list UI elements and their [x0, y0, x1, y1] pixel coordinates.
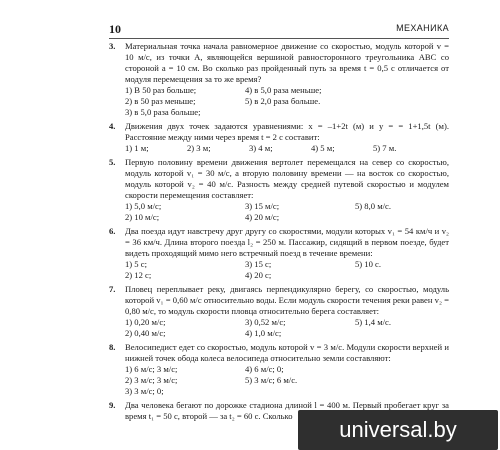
answer-option: 5) 8,0 м/с. [355, 201, 391, 211]
problem-item [109, 342, 449, 397]
answer-option: 4) 5 м; [311, 143, 335, 153]
problem-number: 6. [109, 226, 116, 236]
answer-option: 5) 1,4 м/с. [355, 317, 391, 327]
problem-item [109, 284, 449, 339]
answer-option: 4) 20 с; [245, 270, 272, 280]
answer-option: 2) 3 м/с; 3 м/с; [125, 375, 178, 385]
answer-option: 1) 5 с; [125, 259, 147, 269]
problem-text: Велосипедист едет со скоростью, модуль которой v = 3 м/с. Модули скорости верхней и нижней точек обода колеса велосипеда относительно земли составляют: [125, 342, 449, 363]
option-row [125, 386, 449, 397]
answer-option: 1) 6 м/с; 3 м/с; [125, 364, 178, 374]
answer-options [125, 143, 449, 154]
answer-options [125, 85, 449, 118]
answer-option: 5) 7 м. [373, 143, 397, 153]
problem-text: Два человека бегают по дорожке стадиона длиной l = 400 м. Первый пробегает круг за время t₁ = 50 с, второй — за t₂ = 60 с. Сколько [125, 400, 449, 421]
problem-list [109, 41, 449, 425]
answer-option: 5) в 2,0 раза больше. [245, 96, 321, 106]
option-row [125, 96, 449, 107]
page-number: 10 [109, 22, 121, 36]
problem-number: 4. [109, 121, 116, 131]
problem-text: Первую половину времени движения вертолет перемещался на север со скоростью, модуль которой v₁ = 30 м/с, а вторую половину времени — на восток со скоростью, модуль которой v₂ = 40 м/с. Разность между средней путевой скоростью и модулем скорости перемещения составляет: [125, 157, 449, 200]
answer-option: 3) 4 м; [249, 143, 273, 153]
problem-number: 3. [109, 41, 116, 51]
option-row [125, 364, 449, 375]
option-row [125, 259, 449, 270]
option-row [125, 85, 449, 96]
option-row [125, 212, 449, 223]
answer-option: 2) в 50 раз меньше; [125, 96, 196, 106]
answer-option: 2) 10 м/с; [125, 212, 160, 222]
answer-option: 3) 15 м/с; [245, 201, 280, 211]
answer-option: 1) 0,20 м/с; [125, 317, 166, 327]
answer-options [125, 317, 449, 339]
problem-text: Движения двух точек задаются уравнениями: x = –1+2t (м) и y = = 1+1,5t (м). Расстояние между ними через время t = 2 с составит: [125, 121, 449, 142]
answer-option: 1) В 50 раз больше; [125, 85, 197, 95]
answer-option: 4) в 5,0 раза меньше; [245, 85, 322, 95]
problem-text: Пловец переплывает реку, двигаясь перпендикулярно берегу, со скоростью, модуль которой v₁ = 0,60 м/с относительно воды. Если модуль скорости течения реки равен v₂ = 0,80 м/с, то модуль скорости пловца относительно берега составляет: [125, 284, 449, 316]
answer-option: 5) 10 с. [355, 259, 382, 269]
answer-option: 4) 20 м/с; [245, 212, 280, 222]
problem-item [109, 121, 449, 154]
option-row [125, 201, 449, 212]
site-watermark: universal.by [298, 410, 498, 450]
answer-options [125, 259, 449, 281]
problem-number: 9. [109, 400, 116, 410]
answer-option: 3) 3 м/с; 0; [125, 386, 164, 396]
answer-option: 5) 3 м/с; 6 м/с. [245, 375, 298, 385]
answer-option: 4) 6 м/с; 0; [245, 364, 284, 374]
option-row [125, 328, 449, 339]
problem-number: 5. [109, 157, 116, 167]
answer-options [125, 201, 449, 223]
option-row [125, 317, 449, 328]
answer-option: 2) 12 с; [125, 270, 152, 280]
answer-option: 3) 15 с; [245, 259, 272, 269]
answer-option: 1) 5,0 м/с; [125, 201, 162, 211]
answer-option: 1) 1 м; [125, 143, 149, 153]
answer-options [125, 364, 449, 397]
problem-text: Материальная точка начала равномерное движение со скоростью, модуль которой v = 10 м/с, из точки A, являющейся вершиной равносторонного треугольника ABC со стороной a = 10 см. Во сколько раз пройденный путь за время t = 0,5 с отличается от модуля перемещения за то же время? [125, 41, 449, 84]
problem-item [109, 41, 449, 118]
problem-item [109, 226, 449, 281]
answer-option: 2) 3 м; [187, 143, 211, 153]
option-row [125, 375, 449, 386]
answer-option: 4) 1,0 м/с; [245, 328, 282, 338]
problem-text: Два поезда идут навстречу друг другу со скоростями, модули которых v₁ = 54 км/ч и v₂ = 36 км/ч. Длина второго поезда l₂ = 250 м. Пассажир, сидящий в первом поезде, будет видеть проходящий мимо него встречный поезд в течение времени: [125, 226, 449, 258]
section-title: МЕХАНИКА [396, 23, 449, 33]
answer-option: 3) в 5,0 раза больше; [125, 107, 201, 117]
answer-option: 2) 0,40 м/с; [125, 328, 166, 338]
problem-item [109, 157, 449, 223]
problem-number: 8. [109, 342, 116, 352]
option-row [125, 143, 449, 154]
option-row [125, 107, 449, 118]
problem-number: 7. [109, 284, 116, 294]
answer-option: 3) 0,52 м/с; [245, 317, 286, 327]
header-rule [109, 38, 449, 39]
option-row [125, 270, 449, 281]
